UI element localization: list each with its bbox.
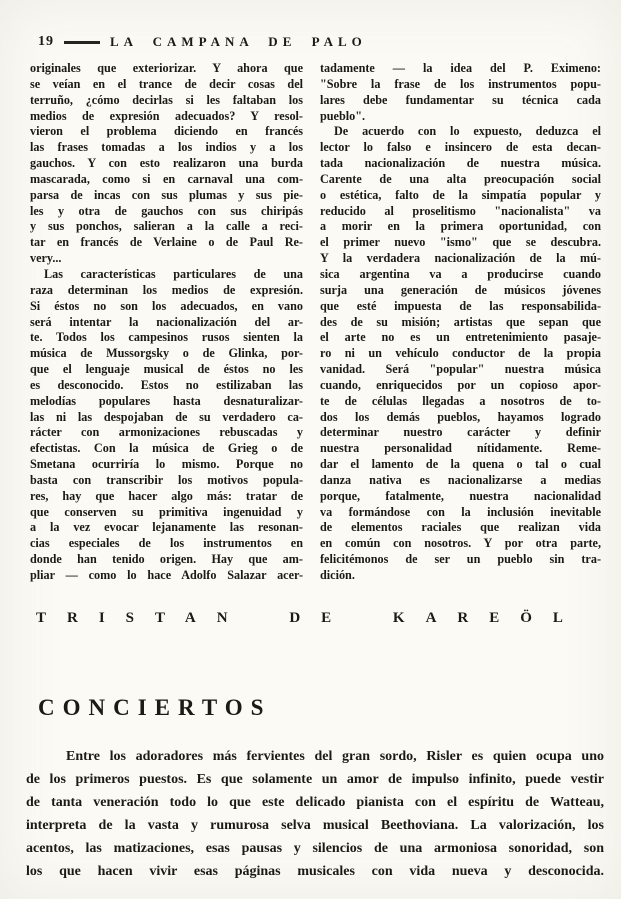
text-line: tadamente — la idea del P. Eximeno: [320, 61, 601, 75]
text-line: De acuerdo con lo expuesto, deduzca el [334, 124, 601, 139]
text-line: va formándose con la inclusión inevitable [320, 504, 601, 519]
text-line: medios de expresión adecuados? Y resol- [30, 108, 303, 123]
text-line: de los primeros puestos. Es que solamente un amor de impulso infinito, puede vestir [26, 772, 604, 787]
section-paragraph [26, 745, 604, 883]
text-line: lares debe fundamentar su técnica cada [320, 92, 601, 107]
text-line: "Sobre la frase de los instrumentos popu- [320, 76, 601, 91]
text-line: dos los demás pueblos, hayamos logrado [320, 409, 601, 424]
text-line: pliar — como lo hace Adolfo Salazar acer- [30, 568, 303, 582]
text-line: las frases tomadas a los indios y a los [30, 140, 303, 155]
text-line: determinar nuestro carácter y definir [320, 425, 601, 440]
text-line: reducido al proselitismo "nacionalista" va [320, 203, 601, 218]
text-line: y sus ponchos, salieran a la calle a reci- [30, 219, 303, 234]
text-line: efectistas. Con la música de Grieg o de [30, 441, 303, 456]
text-line: res, hay que hacer algo más: tratar de [30, 488, 303, 503]
text-line: te de células llegadas a nosotros de to- [320, 393, 601, 408]
text-line: las ni las despojaban de su verdadero ca- [30, 409, 303, 424]
text-line: ro ni un vehículo conductor de la propia [320, 346, 601, 361]
text-line: Entre los adoradores más fervientes del gran sordo, Risler es quien ocupa uno [66, 749, 604, 764]
text-line: Las características particulares de una [44, 266, 303, 281]
text-line: nuestra personalidad nítidamente. Reme- [320, 441, 601, 456]
text-line: de tanta veneración todo lo que este delicado pianista con el espíritu de Watteau, [26, 795, 604, 810]
text-line: surja una generación de músicos jóvenes [320, 282, 601, 297]
text-line: te. Todos los campesinos rusos sienten la [30, 330, 303, 345]
article-column-left [30, 61, 303, 584]
text-line: cuando, enriquecidos por un copioso apor- [320, 377, 601, 392]
header-rule [64, 41, 100, 44]
text-line: interpreta de la vasta y rumurosa selva musical Beethoviana. La valorización, los [26, 818, 604, 833]
text-line: dición. [320, 568, 355, 582]
text-line: danza nativa es nacionalizarse a medias [320, 472, 601, 487]
text-line: el arte no es un entretenimiento pasaje- [320, 330, 601, 345]
text-line: des de su misión; artistas que sepan que [320, 314, 601, 329]
text-line: felicitémonos de ser un pueblo sin tra- [320, 552, 601, 567]
text-line: que el lenguaje musical de éstos no les [30, 362, 303, 377]
text-line: melodías populares hasta desnaturalizar- [30, 393, 303, 408]
section-heading-conciertos: CONCIERTOS [38, 695, 272, 720]
text-line: vieron el problema diciendo en francés [30, 124, 303, 139]
text-line: Carente de una alta preocupación social [320, 171, 601, 186]
text-line: raza determinan los medios de expresión. [30, 282, 303, 297]
text-line: tada nacionalización de nuestra música. [320, 156, 601, 171]
text-line: rácter con armonizaciones rebuscadas y [30, 425, 303, 440]
page-number: 19 [38, 34, 54, 49]
text-line: dar el lamento de la quena o tal o cual [320, 457, 601, 472]
text-line: en común con nosotros. Y por otra parte, [320, 536, 601, 551]
text-line: será intentar la nacionalización del ar- [30, 314, 303, 329]
page-header [38, 34, 601, 50]
text-line: lector lo falso e insincero de esta decan- [320, 140, 601, 155]
text-line: de elementos raciales que realizan vida [320, 520, 601, 535]
text-line: es desconocido. Estos no estilizaban las [30, 377, 303, 392]
text-line: cias especiales de los instrumentos en [30, 536, 303, 551]
text-line: se veían en el trance de decir cosas del [30, 76, 303, 91]
text-line: mascarada, como si en carnaval una com- [30, 171, 303, 186]
text-line: a morir en la primera oportunidad, con [320, 219, 601, 234]
text-line: o estética, falto de la simpatía popular y [320, 187, 601, 202]
text-line: porque, fatalmente, nuestra nacionalidad [320, 488, 601, 503]
text-line: que esté impuesta de las responsabilida- [320, 298, 601, 313]
text-line: Si éstos no son los adecuados, en vano [30, 298, 303, 313]
text-line: acentos, las matizaciones, esas pausas y silencios de una armoniosa sonoridad, son [26, 841, 604, 856]
text-line: los que hacen vivir esas páginas musicales con vida nueva y desconocida. [26, 864, 604, 879]
text-line: que conserven su primitiva ingenuidad y [30, 504, 303, 519]
text-line: originales que exteriorizar. Y ahora que [30, 61, 303, 75]
journal-title: LA CAMPANA DE PALO [110, 34, 367, 49]
text-line: pueblo". [320, 108, 366, 123]
text-line: les y otra de gauchos con sus chiripás [30, 203, 303, 218]
text-line: música de Mussorgsky o de Glinka, por- [30, 346, 303, 361]
text-line: Smetana ocurriría lo mismo. Porque no [30, 457, 303, 472]
byline-author: TRISTAN DE KAREÖL [36, 610, 584, 626]
article-column-right [320, 61, 601, 584]
text-line: terruño, ¿cómo decirlas si les faltaban los [30, 92, 303, 107]
text-line: gauchos. Y con esto realizaron una burda [30, 156, 303, 171]
text-line: vanidad. Será "popular" nuestra música [320, 362, 601, 377]
text-line: Y la verdadera nacionalización de la mú- [320, 251, 601, 266]
text-line: a la vez evocar lejanamente las resonan- [30, 520, 303, 535]
text-line: donde han tenido origen. Hay que am- [30, 552, 303, 567]
text-line: parsa de incas con sus plumas y sus pie- [30, 187, 303, 202]
text-line: el primer nuevo "ismo" que se descubra. [320, 235, 601, 250]
text-line: sica argentina va a producirse cuando [320, 266, 601, 281]
text-line: tar en francés de Verlaine o de Paul Re- [30, 235, 303, 250]
text-line: basta con transcribir los motivos popula- [30, 472, 303, 487]
text-line: very... [30, 251, 62, 266]
